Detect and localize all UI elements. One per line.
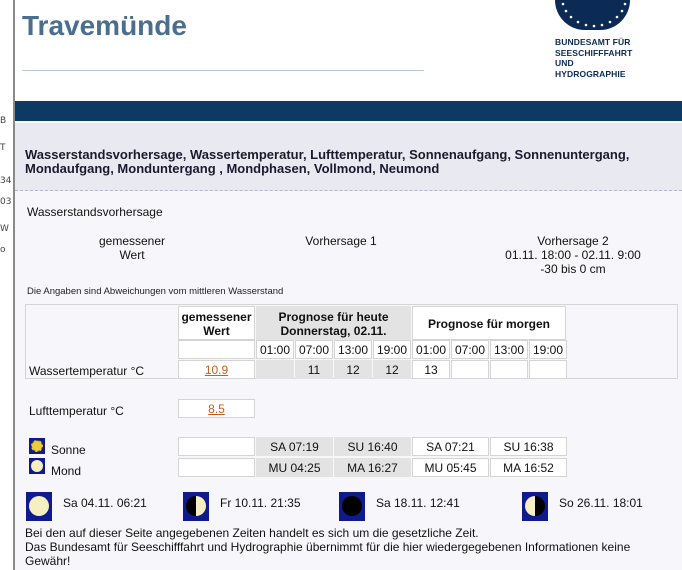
moon-label: Mond: [51, 464, 82, 478]
footer-disclaimer: [25, 526, 675, 568]
strip-fragment: B: [0, 116, 7, 126]
label-line: Wert: [119, 248, 145, 262]
agency-logo: [555, 0, 635, 84]
air-temp-measured-cell: [178, 399, 255, 418]
section-heading: Wasserstandsvorhersage, Wassertemperatur, Lufttemperatur, Sonnenaufgang, Sonnenuntergang, Mondaufgang, Monduntergang , Mondphasen, Vollmond, Neumond: [25, 147, 630, 176]
time-cell: 13:00: [490, 340, 528, 359]
water-temp-tomorrow-cell: [451, 360, 489, 379]
empty-cell: [178, 437, 255, 456]
deviation-note: Die Angaben sind Abweichungen vom mittleren Wasserstand: [27, 286, 284, 297]
sun-icon: [29, 438, 45, 454]
moon-phase-date: So 26.11. 18:01: [559, 496, 643, 510]
water-temp-today-cell: 12: [334, 360, 372, 379]
moon-phase-date: Sa 04.11. 06:21: [63, 496, 147, 510]
first-quarter-moon-icon: [522, 492, 548, 521]
tomorrow-forecast-header: Prognose für morgen: [412, 306, 566, 340]
forecast-1-label: Vorhersage 1: [305, 234, 377, 248]
sun-label: Sonne: [51, 443, 86, 457]
water-temp-measured-cell: [178, 360, 255, 379]
time-cell: 07:00: [451, 340, 489, 359]
empty-cell: [178, 340, 255, 359]
time-cell: 19:00: [529, 340, 567, 359]
footer-line: Gewähr!: [25, 554, 71, 568]
strip-fragment: W: [0, 224, 9, 234]
moon-phase-date: Fr 10.11. 21:35: [220, 496, 301, 510]
strip-fragment: 34: [0, 176, 12, 186]
moonrise-tomorrow: MU 05:45: [412, 458, 489, 477]
page-title: Travemünde: [22, 10, 187, 41]
header-line: gemessener: [181, 310, 252, 324]
moonrise-today: MU 04:25: [256, 458, 333, 477]
forecast-2-label: Vorhersage 2: [537, 234, 609, 248]
logo-emblem: [555, 0, 630, 30]
water-temp-tomorrow-cell: 13: [412, 360, 450, 379]
moon-icon: [29, 458, 45, 474]
time-cell: 13:00: [334, 340, 372, 359]
sunset-today: SU 16:40: [334, 437, 411, 456]
strip-fragment: 03: [0, 197, 12, 207]
sunrise-today: SA 07:19: [256, 437, 333, 456]
agency-line: UND: [555, 58, 574, 68]
time-cell: 01:00: [256, 340, 294, 359]
measured-value-label: [82, 234, 182, 262]
today-forecast-header: [256, 306, 411, 340]
agency-line: HYDROGRAPHIE: [555, 68, 626, 79]
agency-name: [555, 37, 635, 79]
water-temp-today-cell: 12: [373, 360, 411, 379]
header-line: Wert: [203, 324, 230, 338]
footer-line: Bei den auf dieser Seite angegebenen Zeiten handelt es sich um die gesetzliche Zeit.: [25, 526, 479, 540]
water-temp-measured-link[interactable]: 10.9: [204, 363, 229, 377]
sunrise-tomorrow: SA 07:21: [412, 437, 489, 456]
moonset-tomorrow: MA 16:52: [490, 458, 567, 477]
water-temp-label: Wassertemperatur °C: [29, 364, 145, 378]
full-moon-icon: [26, 492, 52, 521]
empty-cell: [178, 458, 255, 477]
time-cell: 07:00: [295, 340, 333, 359]
new-moon-icon: [339, 492, 365, 521]
air-temp-measured-link[interactable]: 8.5: [208, 402, 225, 416]
water-level-title: Wasserstandsvorhersage: [27, 205, 163, 219]
agency-line: SEESCHIFFFAHRT: [555, 47, 633, 58]
air-temp-label: Lufttemperatur °C: [29, 404, 124, 418]
left-window-strip: [0, 0, 15, 570]
agency-line: BUNDESAMT FÜR: [555, 37, 631, 47]
forecast-2-period: 01.11. 18:00 - 02.11. 9:00: [505, 248, 641, 262]
time-cell: 01:00: [412, 340, 450, 359]
moon-phase-date: Sa 18.11. 12:41: [376, 496, 460, 510]
footer-line: Das Bundesamt für Seeschifffahrt und Hydrographie übernimmt für die hier wiedergegebenen Informationen keine: [25, 540, 631, 554]
forecast-2-range: -30 bis 0 cm: [540, 262, 606, 276]
title-underline: [22, 70, 424, 71]
sunset-tomorrow: SU 16:38: [490, 437, 567, 456]
label-line: gemessener: [98, 234, 166, 248]
time-cell: 19:00: [373, 340, 411, 359]
measured-header: [178, 306, 255, 340]
water-temp-today-cell: [256, 360, 294, 379]
header-line: Donnerstag, 02.11.: [280, 324, 387, 338]
moonset-today: MA 16:27: [334, 458, 411, 477]
header-line: Prognose für heute: [278, 310, 389, 324]
strip-fragment: T: [0, 143, 6, 153]
strip-fragment: o: [0, 245, 6, 255]
header-bar: [15, 101, 682, 121]
water-temp-tomorrow-cell: [529, 360, 567, 379]
water-temp-tomorrow-cell: [490, 360, 528, 379]
forecast-2-block: [498, 234, 648, 276]
last-quarter-moon-icon: [183, 492, 209, 521]
water-temp-today-cell: 11: [295, 360, 333, 379]
